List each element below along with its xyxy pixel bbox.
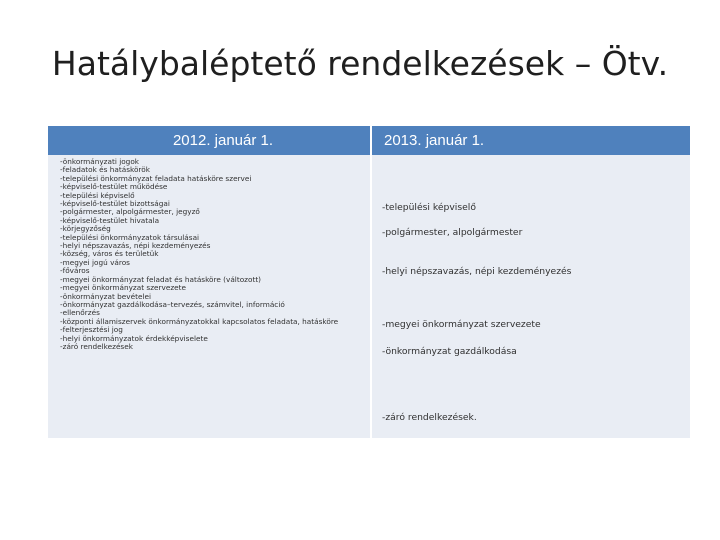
column-divider [370, 126, 372, 438]
list-item: -záró rendelkezések [60, 342, 133, 351]
list-item: -települési képviselő [60, 191, 135, 200]
list-item: -feladatok és hatáskörök [60, 166, 150, 175]
list-item: -települési képviselő [382, 202, 476, 213]
slide-title: Hatálybaléptető rendelkezések – Ötv. [51, 44, 669, 83]
list-item: -helyi önkormányzatok érdekképviselete [60, 334, 208, 343]
list-item: -polgármester, alpolgármester [382, 227, 523, 238]
list-item: -képviselő-testület hivatala [60, 216, 160, 225]
list-item: -helyi népszavazás, népi kezdeményezés [60, 242, 211, 251]
list-item: -megyei önkormányzat feladat és hatásköre (változott) [60, 275, 262, 284]
list-item: -ellenőrzés [60, 309, 100, 318]
list-item: -központi államiszervek önkormányzatokkal kapcsolatos feladata, hatásköre [60, 317, 339, 326]
list-item: -helyi népszavazás, népi kezdeményezés [382, 266, 572, 277]
list-item: -önkormányzat gazdálkodása [382, 346, 517, 357]
list-item: -körjegyzőség [60, 225, 111, 234]
header-2012: 2012. január 1. [48, 126, 370, 155]
list-item: -záró rendelkezések. [382, 412, 477, 423]
list-item: -főváros [60, 267, 90, 276]
list-item: -önkormányzat bevételei [60, 292, 151, 301]
comparison-table [48, 126, 690, 438]
list-item: -megyei önkormányzat szervezete [60, 284, 187, 293]
list-item: -megyei jogú város [60, 258, 130, 267]
header-2013: 2013. január 1. [372, 126, 690, 155]
list-item: -önkormányzat gazdálkodása–tervezés, számvitel, információ [60, 300, 285, 309]
list-item: -felterjesztési jog [60, 326, 123, 335]
list-item: -önkormányzati jogok [60, 158, 140, 166]
left-column-list [60, 158, 365, 351]
list-item: -polgármester, alpolgármester, jegyző [60, 208, 200, 217]
list-item: -települési önkormányzatok társulásai [60, 233, 200, 242]
list-item: -képviselő-testület bizottságai [60, 200, 170, 209]
list-item: -község, város és területük [60, 250, 159, 259]
list-item: -képviselő-testület működése [60, 183, 168, 192]
list-item: -települési önkormányzat feladata hatásköre szervei [60, 174, 252, 183]
list-item: -megyei önkormányzat szervezete [382, 319, 541, 330]
